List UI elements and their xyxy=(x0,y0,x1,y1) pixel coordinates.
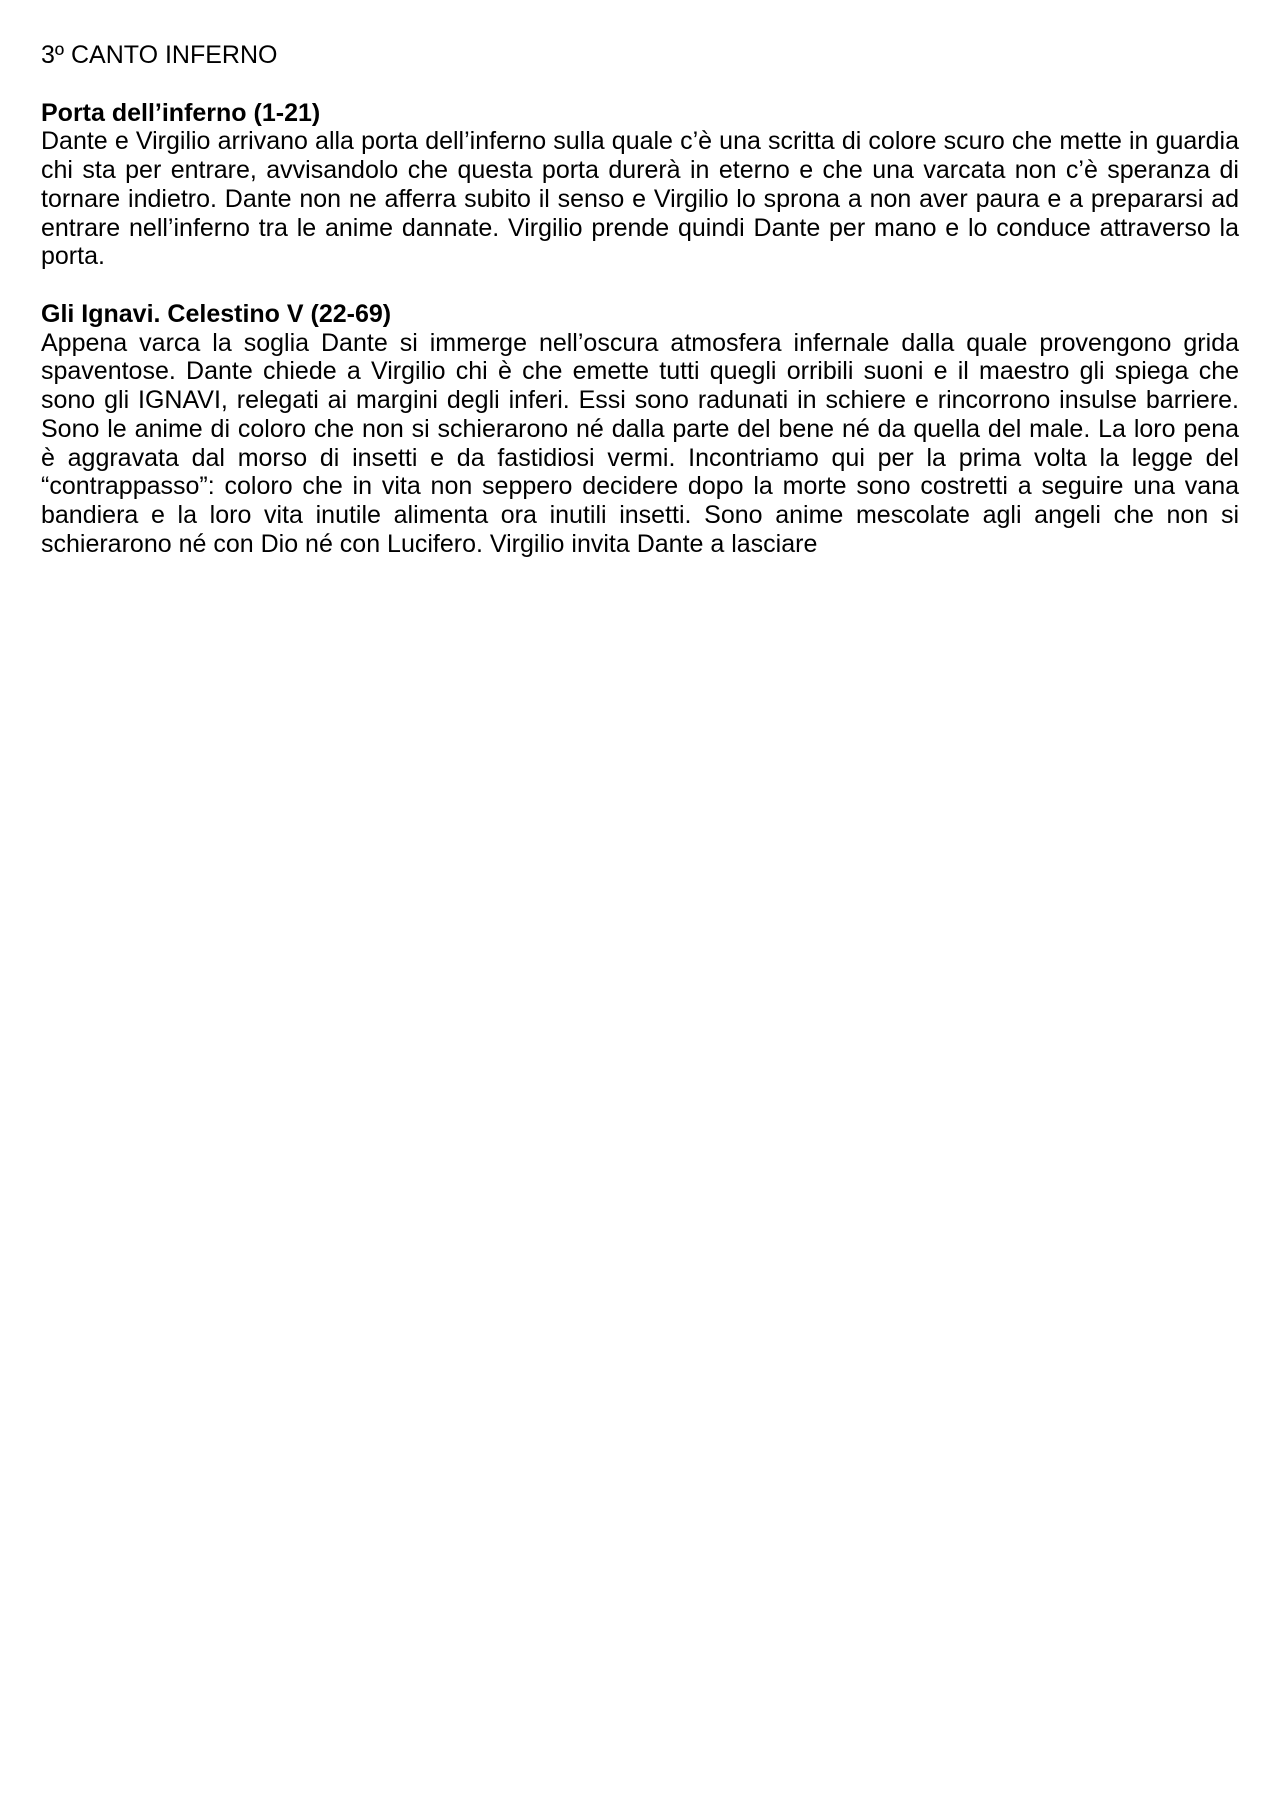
section-body-porta: Dante e Virgilio arrivano alla porta dell’inferno sulla quale c’è una scritta di colore scuro che mette in guardia chi sta per entrare, avvisandolo che questa porta durerà in eterno e che una varcata non c’è speranza di tornare indietro. Dante non ne afferra subito il senso e Virgilio lo sprona a non aver paura e a prepararsi ad entrare nell’inferno tra le anime dannate. Virgilio prende quindi Dante per mano e lo conduce attraverso la porta. xyxy=(41,127,1239,271)
blank-line xyxy=(41,70,1239,99)
section-body-ignavi: Appena varca la soglia Dante si immerge nell’oscura atmosfera infernale dalla quale provengono grida spaventose. Dante chiede a Virgilio chi è che emette tutti quegli orribili suoni e il maestro gli spiega che sono gli IGNAVI, relegati ai margini degli inferi. Essi sono radunati in schiere e rincorrono insulse barriere. Sono le anime di coloro che non si schierarono né dalla parte del bene né da quella del male. La loro pena è aggravata dal morso di insetti e da fastidiosi vermi. Incontriamo qui per la prima volta la legge del “contrappasso”: coloro che in vita non seppero decidere dopo la morte sono costretti a seguire una vana bandiera e la loro vita inutile alimenta ora inutili insetti. Sono anime mescolate agli angeli che non si schierarono né con Dio né con Lucifero. Virgilio invita Dante a lasciare xyxy=(41,328,1239,558)
document-title: 3º CANTO INFERNO xyxy=(41,41,278,69)
section-heading-ignavi: Gli Ignavi. Celestino V (22-69) xyxy=(41,299,392,328)
section-heading-porta: Porta dell’inferno (1-21) xyxy=(41,98,321,127)
blank-line xyxy=(41,271,1239,300)
document-page xyxy=(41,41,1239,559)
